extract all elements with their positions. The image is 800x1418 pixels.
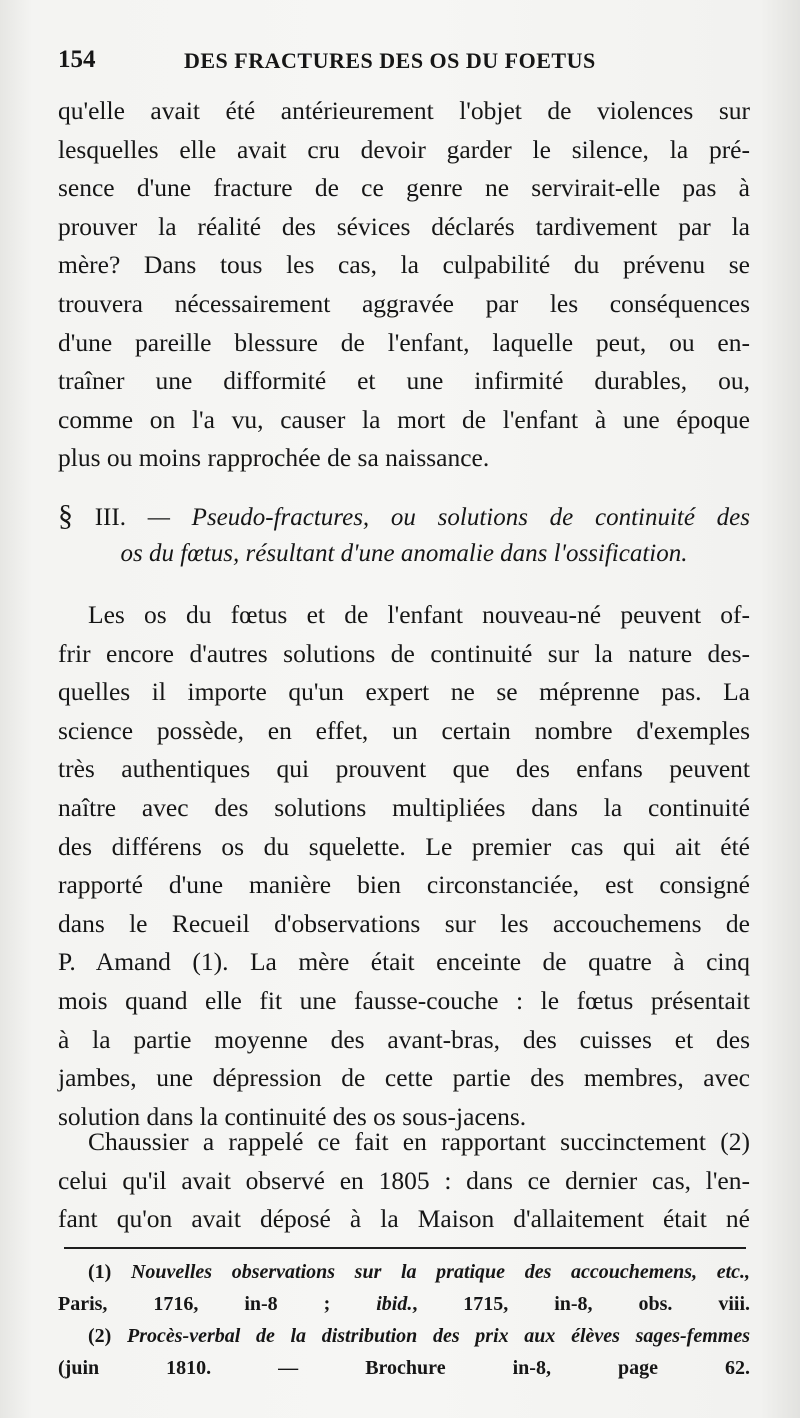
footnote-1-mark: (1)	[88, 1261, 112, 1283]
text-line: lesquelles elle avait cru devoir garder le silence, la pré-	[58, 134, 750, 164]
text-line: naître avec des solutions multipliées dans la continuité	[58, 792, 750, 822]
text-line: plus ou moins rapprochée de sa naissance.	[58, 443, 490, 473]
footnote-2-line-2: (juin 1810. — Brochure in-8, page 62.	[58, 1357, 750, 1379]
text-line: très authentiques qui prouvent que des enfans peuvent	[58, 754, 750, 784]
section-symbol: §	[58, 499, 73, 532]
footnotes	[58, 1256, 750, 1384]
running-head: DES FRACTURES DES OS DU FOETUS	[184, 48, 596, 73]
text-line: trouvera nécessairement aggravée par les conséquences	[58, 288, 750, 318]
text-line: à la partie moyenne des avant-bras, des cuisses et des	[58, 1024, 750, 1054]
footnote-1-line-1	[58, 1256, 750, 1288]
footnote-2-mark: (2)	[88, 1325, 112, 1347]
footnote-1-title: Nouvelles observations sur la pratique des accouchemens, etc.,	[130, 1261, 751, 1283]
text-line: science possède, en effet, un certain nombre d'exemples	[58, 715, 750, 745]
text-line: quelles il importe qu'un expert ne se méprenne pas. La	[58, 677, 750, 707]
text-line: comme on l'a vu, causer la mort de l'enfant à une époque	[58, 404, 750, 434]
footnote-1-line-2	[58, 1288, 750, 1320]
text-line: Chaussier a rappelé ce fait en rapportant succinctement (2)	[88, 1127, 750, 1156]
text-line: mois quand elle fit une fausse-couche : le fœtus présentait	[58, 985, 750, 1015]
section-heading	[58, 497, 750, 573]
text-line: qu'elle avait été antérieurement l'objet de violences sur	[58, 96, 750, 125]
text-line: des différens os du squelette. Le premier cas qui ait été	[58, 831, 750, 861]
text-line: Les os du fœtus et de l'enfant nouveau-né peuvent of-	[88, 600, 750, 629]
text-line: traîner une difformité et une infirmité durables, ou,	[58, 366, 750, 396]
footnote-1-text-a: Paris, 1716, in-8 ;	[58, 1293, 377, 1315]
section-heading-line-1	[58, 497, 750, 535]
paragraph-2	[58, 596, 750, 1136]
text-line: fant qu'on avait déposé à la Maison d'allaitement était né	[58, 1204, 750, 1234]
paragraph-3	[58, 1123, 750, 1239]
page-number: 154	[58, 46, 96, 73]
page-header	[58, 46, 742, 82]
text-line: solution dans la continuité des os sous-jacens.	[58, 1101, 527, 1131]
text-line: prouver la réalité des sévices déclarés tardivement par la	[58, 211, 750, 241]
section-dash: —	[147, 504, 170, 531]
text-line: sence d'une fracture de ce genre ne servirait-elle pas à	[58, 173, 750, 203]
paragraph-1	[58, 92, 750, 478]
text-line: frir encore d'autres solutions de continuité sur la nature des-	[58, 638, 750, 668]
section-number: III.	[94, 504, 126, 531]
footnote-2-title: Procès-verbal de la distribution des prix aux élèves sages-femmes	[127, 1325, 750, 1347]
text-line: celui qu'il avait observé en 1805 : dans ce dernier cas, l'en-	[58, 1165, 750, 1195]
text-line: rapporté d'une manière bien circonstanciée, est consigné	[58, 870, 750, 900]
section-title-line-2: os du fœtus, résultant d'une anomalie dans l'ossification.	[120, 540, 688, 567]
footnote-2-line-1	[58, 1320, 750, 1352]
text-line: dans le Recueil d'observations sur les accouchemens de	[58, 908, 750, 938]
footnote-1-text-b: , 1715, in-8, obs. viii.	[412, 1293, 751, 1315]
footnote-rule	[64, 1247, 746, 1249]
text-line: jambes, une dépression de cette partie des membres, avec	[58, 1063, 750, 1093]
text-line: P. Amand (1). La mère était enceinte de quatre à cinq	[58, 947, 750, 977]
text-line: mère? Dans tous les cas, la culpabilité du prévenu se	[58, 250, 750, 280]
section-title-line-1: Pseudo-fractures, ou solutions de continuité des	[191, 504, 751, 531]
text-line: d'une pareille blessure de l'enfant, laquelle peut, ou en-	[58, 327, 750, 357]
footnote-1-ibid: ibid.	[376, 1293, 413, 1315]
